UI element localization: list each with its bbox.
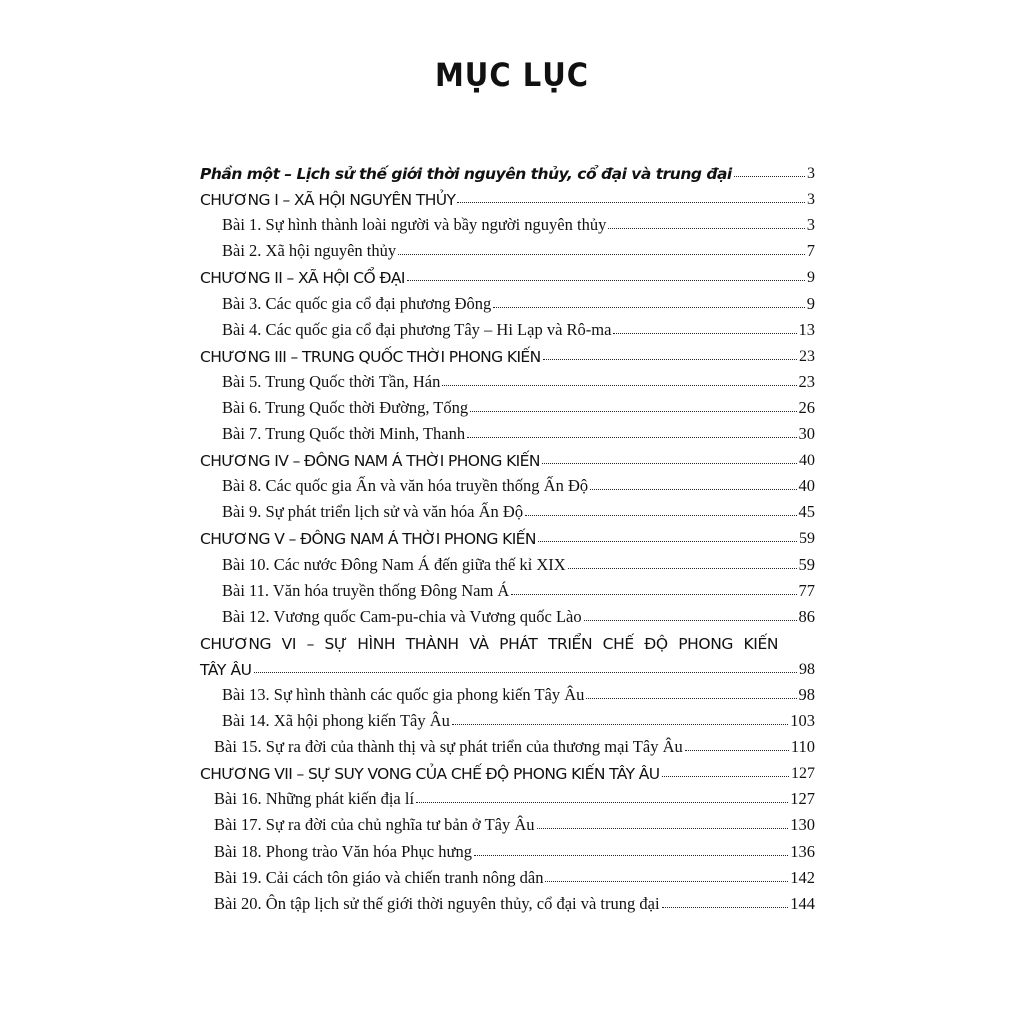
dot-leader bbox=[470, 411, 796, 412]
page-number: 13 bbox=[798, 319, 815, 339]
page-number: 9 bbox=[807, 269, 815, 287]
dot-leader bbox=[586, 698, 796, 699]
dot-leader bbox=[662, 907, 789, 908]
page-number: 103 bbox=[790, 711, 815, 731]
lesson-label: Bài 10. Các nước Đông Nam Á đến giữa thế kỉ XIX bbox=[222, 554, 566, 574]
lesson-label: Bài 9. Sự phát triển lịch sử và văn hóa Ấn Độ bbox=[222, 502, 524, 522]
dot-leader bbox=[590, 489, 796, 490]
lesson-label: Bài 4. Các quốc gia cổ đại phương Tây – Hi Lạp và Rô-ma bbox=[222, 319, 612, 339]
part-label: Phần một – Lịch sử thế giới thời nguyên thủy, cổ đại và trung đại bbox=[200, 165, 732, 184]
toc-lesson bbox=[200, 235, 815, 261]
dot-leader bbox=[467, 437, 796, 438]
toc-lesson bbox=[200, 314, 815, 340]
toc-lesson bbox=[200, 209, 815, 235]
toc-chapter bbox=[200, 444, 815, 470]
page-number: 86 bbox=[798, 606, 815, 626]
lesson-label: Bài 20. Ôn tập lịch sử thế giới thời nguyên thủy, cổ đại và trung đại bbox=[214, 893, 660, 913]
toc-lesson bbox=[200, 496, 815, 522]
toc-lesson bbox=[200, 392, 815, 418]
chapter-label-line2: TÂY ÂU bbox=[200, 660, 252, 679]
dot-leader bbox=[685, 750, 789, 751]
chapter-label: CHƯƠNG IV – ĐÔNG NAM Á THỜI PHONG KIẾN bbox=[200, 452, 540, 471]
toc-chapter bbox=[200, 522, 815, 548]
lesson-label: Bài 17. Sự ra đời của chủ nghĩa tư bản ở Tây Âu bbox=[214, 815, 535, 835]
lesson-label: Bài 16. Những phát kiến địa lí bbox=[214, 789, 415, 809]
dot-leader bbox=[493, 307, 805, 308]
page-number: 130 bbox=[790, 815, 815, 835]
chapter-label-line1: CHƯƠNG VI – SỰ HÌNH THÀNH VÀ PHÁT TRIỂN CHẾ ĐỘ PHONG KIẾN bbox=[200, 634, 779, 653]
lesson-label: Bài 11. Văn hóa truyền thống Đông Nam Á bbox=[222, 580, 510, 600]
dot-leader bbox=[662, 776, 789, 777]
dot-leader bbox=[608, 228, 804, 229]
page-number: 59 bbox=[799, 530, 815, 548]
lesson-label: Bài 3. Các quốc gia cổ đại phương Đông bbox=[222, 293, 492, 313]
dot-leader bbox=[398, 254, 805, 255]
toc-lesson bbox=[200, 835, 815, 861]
chapter-label: CHƯƠNG I – XÃ HỘI NGUYÊN THỦY bbox=[200, 191, 456, 210]
dot-leader bbox=[407, 280, 805, 281]
toc-lesson bbox=[200, 575, 815, 601]
dot-leader bbox=[734, 176, 805, 177]
page-number: 127 bbox=[791, 765, 815, 783]
toc-chapter bbox=[200, 757, 815, 783]
page-number: 136 bbox=[790, 841, 815, 861]
toc-lesson bbox=[200, 862, 815, 888]
toc-lesson bbox=[200, 809, 815, 835]
lesson-label: Bài 6. Trung Quốc thời Đường, Tống bbox=[222, 397, 469, 417]
page-number: 142 bbox=[790, 867, 815, 887]
page-number: 7 bbox=[806, 241, 815, 261]
toc-lesson bbox=[200, 601, 815, 627]
lesson-label: Bài 18. Phong trào Văn hóa Phục hưng bbox=[214, 841, 472, 861]
toc-lesson bbox=[200, 287, 815, 313]
lesson-label: Bài 19. Cải cách tôn giáo và chiến tranh nông dân bbox=[214, 867, 544, 887]
page-number: 77 bbox=[798, 580, 815, 600]
toc-lesson bbox=[200, 366, 815, 392]
toc-lesson bbox=[200, 548, 815, 574]
dot-leader bbox=[568, 568, 797, 569]
dot-leader bbox=[442, 385, 796, 386]
lesson-label: Bài 7. Trung Quốc thời Minh, Thanh bbox=[222, 424, 466, 444]
toc-chapter bbox=[200, 183, 815, 209]
toc-lesson bbox=[200, 470, 815, 496]
dot-leader bbox=[584, 620, 797, 621]
lesson-label: Bài 12. Vương quốc Cam-pu-chia và Vương quốc Lào bbox=[222, 606, 582, 626]
chapter-label: CHƯƠNG V – ĐÔNG NAM Á THỜI PHONG KIẾN bbox=[200, 530, 536, 549]
part-heading bbox=[200, 157, 815, 183]
toc-chapter-wrapped bbox=[200, 627, 815, 679]
lesson-label: Bài 1. Sự hình thành loài người và bầy người nguyên thủy bbox=[222, 215, 607, 235]
page-number: 30 bbox=[798, 424, 815, 444]
dot-leader bbox=[525, 515, 796, 516]
dot-leader bbox=[537, 828, 789, 829]
dot-leader bbox=[543, 359, 797, 360]
page-number: 23 bbox=[799, 347, 815, 365]
lesson-label: Bài 5. Trung Quốc thời Tần, Hán bbox=[222, 371, 441, 391]
dot-leader bbox=[511, 594, 796, 595]
dot-leader bbox=[538, 541, 797, 542]
dot-leader bbox=[254, 672, 797, 673]
page-number: 3 bbox=[807, 165, 815, 183]
dot-leader bbox=[613, 333, 796, 334]
page-number: 98 bbox=[799, 660, 815, 678]
dot-leader bbox=[416, 802, 788, 803]
page-number: 40 bbox=[798, 476, 815, 496]
toc-chapter bbox=[200, 261, 815, 287]
toc-lesson bbox=[200, 418, 815, 444]
page-number: 9 bbox=[806, 293, 815, 313]
page-title: MỤC LỤC bbox=[434, 56, 590, 94]
lesson-label: Bài 2. Xã hội nguyên thủy bbox=[222, 241, 397, 261]
dot-leader bbox=[542, 463, 797, 464]
page-number: 144 bbox=[790, 893, 815, 913]
toc-lesson bbox=[200, 888, 815, 914]
page-number: 3 bbox=[806, 215, 815, 235]
toc-list bbox=[200, 679, 815, 914]
page-number: 45 bbox=[798, 502, 815, 522]
lesson-label: Bài 14. Xã hội phong kiến Tây Âu bbox=[222, 711, 450, 731]
toc-lesson bbox=[200, 679, 815, 705]
dot-leader bbox=[452, 724, 788, 725]
page-number: 127 bbox=[790, 789, 815, 809]
lesson-label: Bài 15. Sự ra đời của thành thị và sự phát triển của thương mại Tây Âu bbox=[214, 737, 683, 757]
chapter-label-line2-row bbox=[200, 653, 815, 679]
toc-lesson bbox=[200, 783, 815, 809]
chapter-label: CHƯƠNG VII – SỰ SUY VONG CỦA CHẾ ĐỘ PHONG KIẾN TÂY ÂU bbox=[200, 765, 660, 784]
dot-leader bbox=[545, 881, 788, 882]
lesson-label: Bài 8. Các quốc gia Ấn và văn hóa truyền thống Ấn Độ bbox=[222, 476, 589, 496]
toc-chapter bbox=[200, 340, 815, 366]
toc-lesson bbox=[200, 705, 815, 731]
chapter-label: CHƯƠNG II – XÃ HỘI CỔ ĐẠI bbox=[200, 269, 405, 288]
table-of-contents bbox=[200, 157, 815, 914]
page-number: 98 bbox=[798, 684, 815, 704]
lesson-label: Bài 13. Sự hình thành các quốc gia phong kiến Tây Âu bbox=[222, 684, 585, 704]
page-number: 110 bbox=[790, 737, 815, 757]
page-number: 26 bbox=[798, 397, 815, 417]
chapter-label: CHƯƠNG III – TRUNG QUỐC THỜI PHONG KIẾN bbox=[200, 347, 541, 366]
page-number: 3 bbox=[807, 191, 815, 209]
toc-lesson bbox=[200, 731, 815, 757]
page-number: 40 bbox=[799, 452, 815, 470]
dot-leader bbox=[457, 202, 805, 203]
page-number: 59 bbox=[798, 554, 815, 574]
toc-list bbox=[200, 183, 815, 627]
page-number: 23 bbox=[798, 371, 815, 391]
dot-leader bbox=[474, 855, 788, 856]
